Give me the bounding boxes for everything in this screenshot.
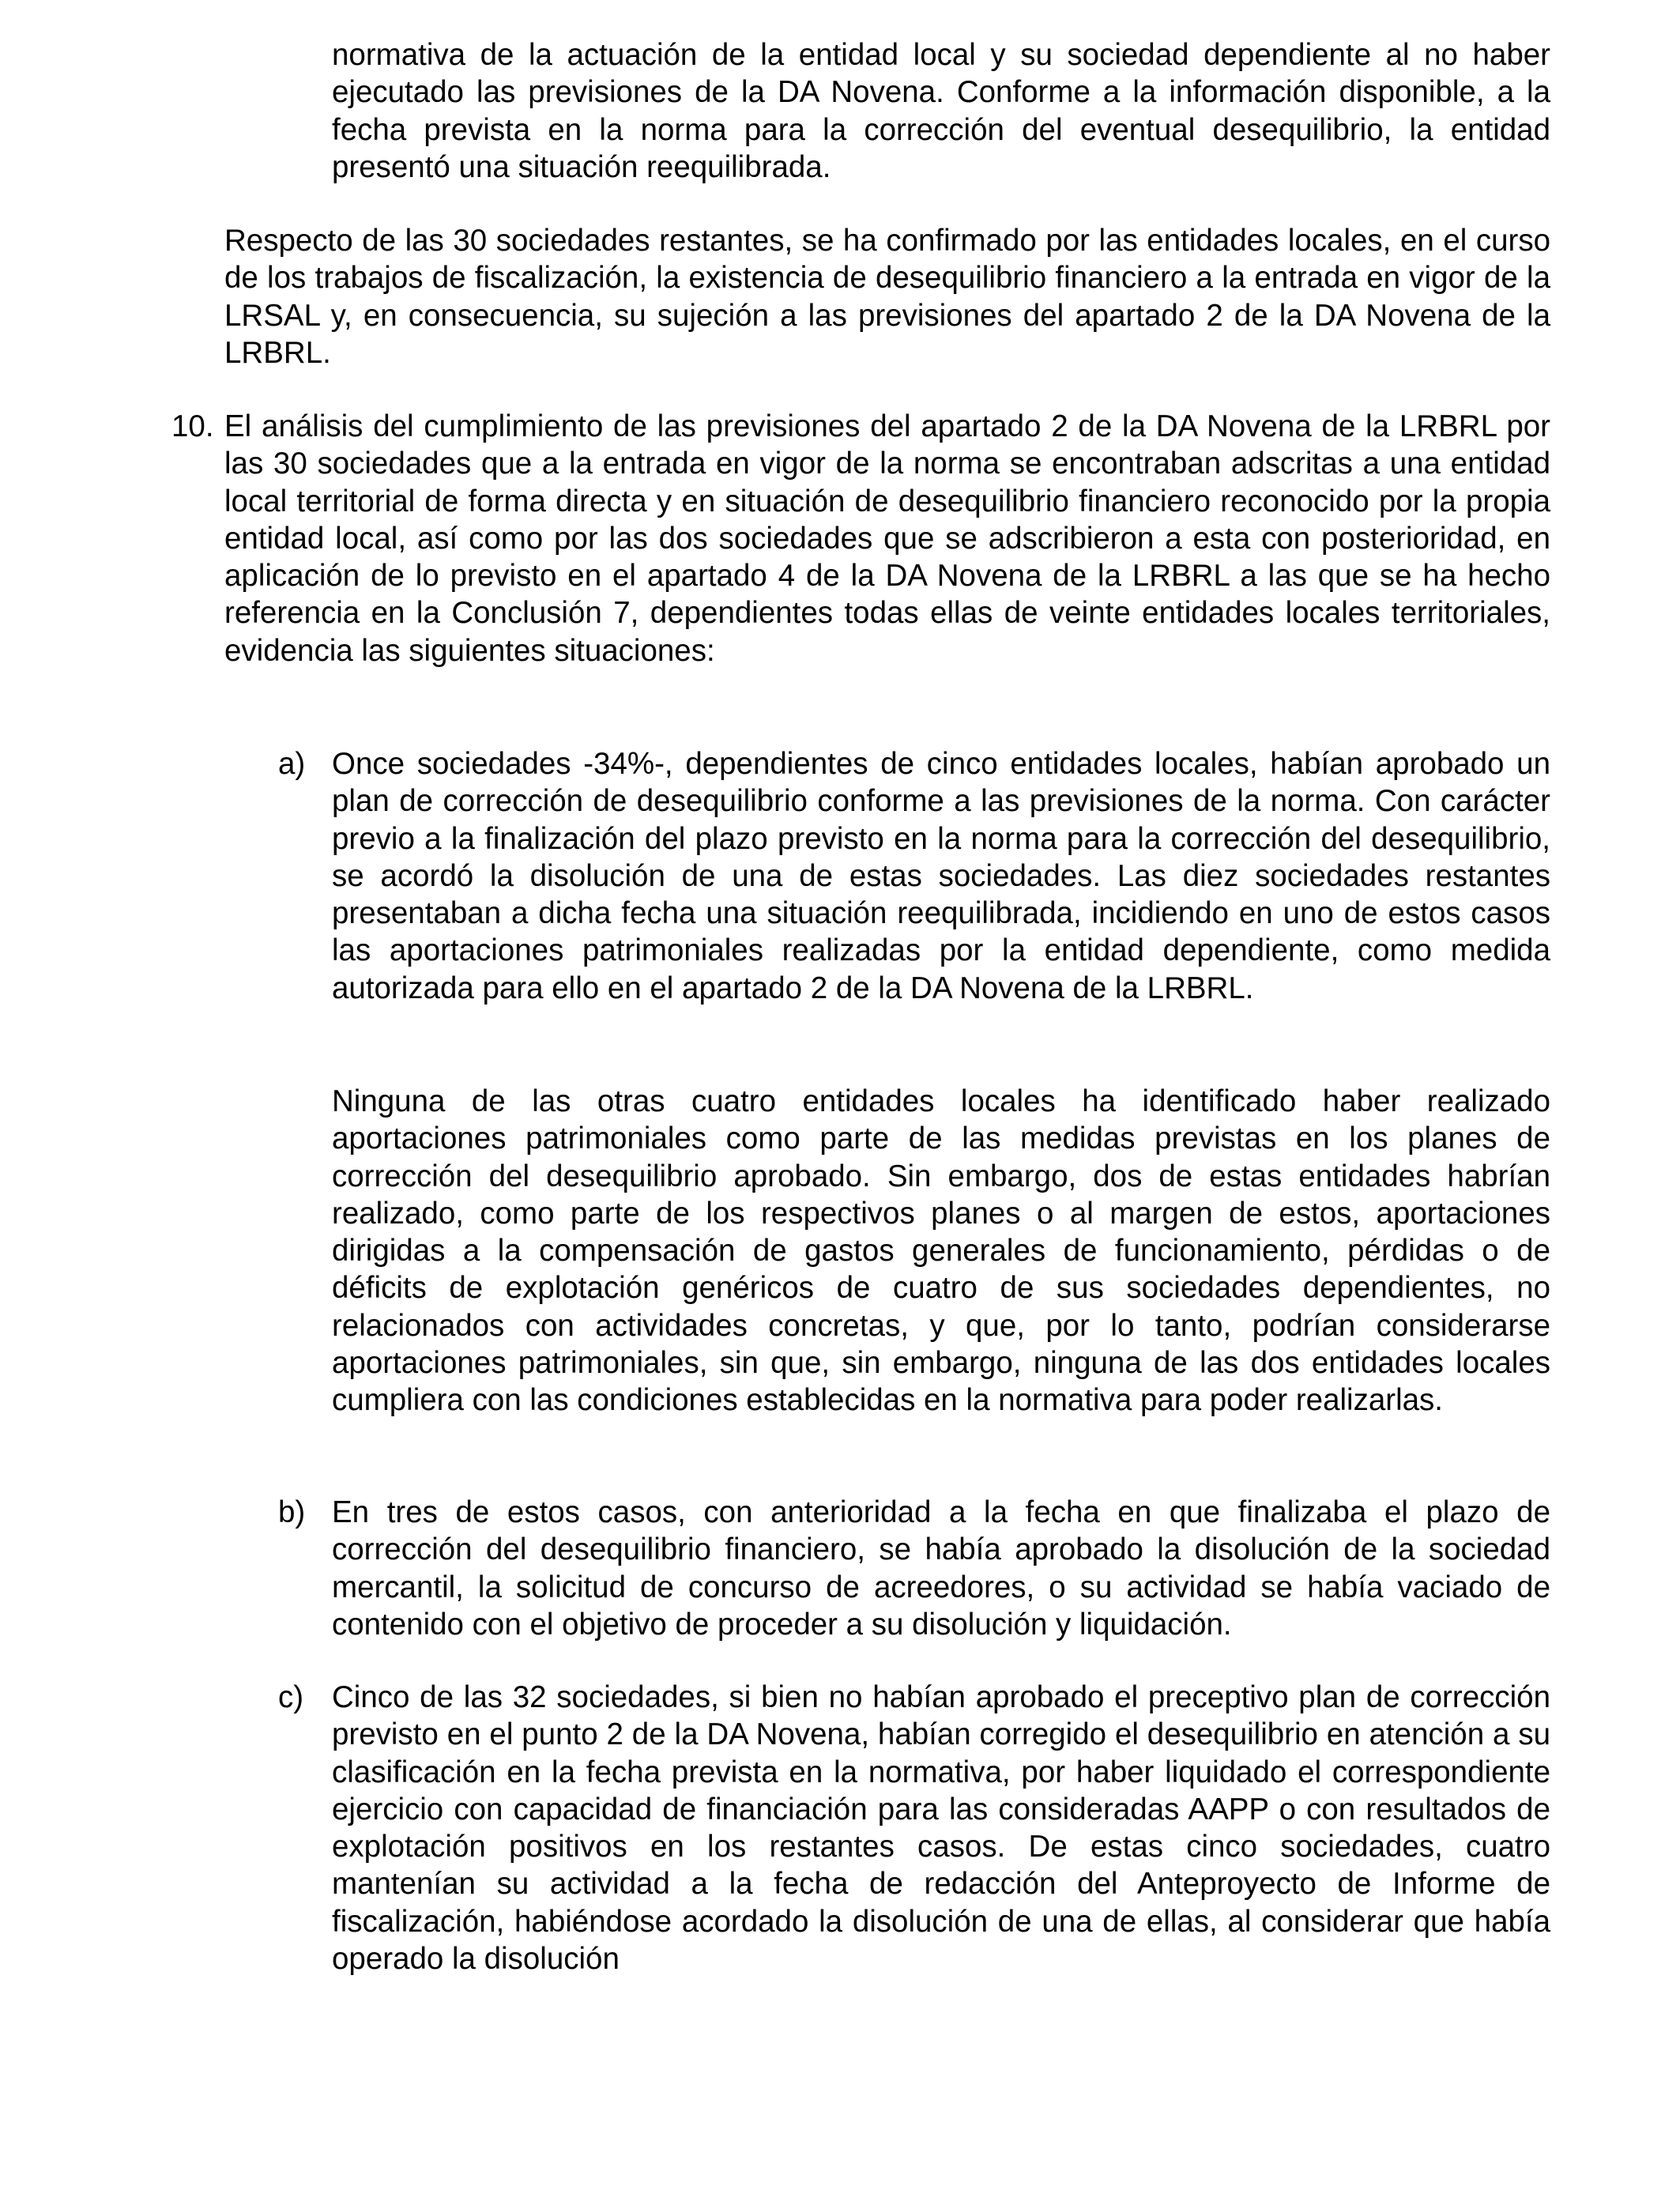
item-10-text: El análisis del cumplimiento de las previsiones del apartado 2 de la DA Novena de la LRBRL por las 30 sociedades que a la entrada en vigor de la norma se encontraban adscritas a una entidad local territorial de forma directa y en situación de desequilibrio financiero reconocido por la propia entidad local, así como por las dos sociedades que se adscribieron a esta con posterioridad, en aplicación de lo previsto en el apartado 4 de la DA Novena de la LRBRL a las que se ha hecho referencia en la Conclusión 7, dependientes todas ellas de veinte entidades locales territoriales, evidencia las siguientes situaciones: [224,409,1550,668]
intro-continuation-text: normativa de la actuación de la entidad local y su sociedad dependiente al no haber ejecutado las previsiones de la DA Novena. Conforme a la información disponible, a la fecha prevista en la norma para la corrección del eventual desequilibrio, la entidad presentó una situación reequilibrada. [332,38,1550,184]
item-c-paragraph [332,1679,1550,1977]
item-c-marker: c) [278,1680,304,1714]
item-10-paragraph [224,408,1550,669]
item-a-marker: a) [278,747,306,781]
item-b-marker: b) [278,1495,306,1529]
item-b-text: En tres de estos casos, con anterioridad a la fecha en que finalizaba el plazo de corrección del desequilibrio financiero, se había aprobado la disolución de la sociedad mercantil, la solicitud de concurso de acreedores, o su actividad se había vaciado de contenido con el objetivo de proceder a su disolución y liquidación. [332,1495,1550,1642]
item-c-text: Cinco de las 32 sociedades, si bien no habían aprobado el preceptivo plan de corrección previsto en el punto 2 de la DA Novena, habían corregido el desequilibrio en atención a su clasificación en la fecha prevista en la normativa, por haber liquidado el correspondiente ejercicio con capacidad de financiación para las consideradas AAPP o con resultados de explotación positivos en los restantes casos. De estas cinco sociedades, cuatro mantenían su actividad a la fecha de redacción del Anteproyecto de Informe de fiscalización, habiéndose acordado la disolución de una de ellas, al considerar que había operado la disolución [332,1680,1550,1977]
item-a-text-2: Ninguna de las otras cuatro entidades locales ha identificado haber realizado aportaciones patrimoniales como parte de las medidas previstas en los planes de corrección del desequilibrio aprobado. Sin embargo, dos de estas entidades habrían realizado, como parte de los respectivos planes o al margen de estos, aportaciones dirigidas a la compensación de gastos generales de funcionamiento, pérdidas o de déficits de explotación genéricos de cuatro de sus sociedades dependientes, no relacionados con actividades concretas, y que, por lo tanto, podrían considerarse aportaciones patrimoniales, sin que, sin embargo, ninguna de las dos entidades locales cumpliera con las condiciones establecidas en la normativa para poder realizarlas. [332,1084,1550,1418]
remaining-companies-paragraph [224,222,1550,371]
remaining-companies-text: Respecto de las 30 sociedades restantes, se ha confirmado por las entidades locales, en el curso de los trabajos de fiscalización, la existencia de desequilibrio financiero a la entrada en vigor de la LRSAL y, en consecuencia, su sujeción a las previsiones del apartado 2 de la DA Novena de la LRBRL. [224,224,1550,370]
item-10-number: 10. [171,409,214,443]
item-a-paragraph-1 [332,745,1550,1007]
item-b-paragraph [332,1494,1550,1643]
item-a-text-1: Once sociedades -34%-, dependientes de cinco entidades locales, habían aprobado un plan de corrección de desequilibrio conforme a las previsiones de la norma. Con carácter previo a la finalización del plazo previsto en la norma para la corrección del desequilibrio, se acordó la disolución de una de estas sociedades. Las diez sociedades restantes presentaban a dicha fecha una situación reequilibrada, incidiendo en uno de estos casos las aportaciones patrimoniales realizadas por la entidad dependiente, como medida autorizada para ello en el apartado 2 de la DA Novena de la LRBRL. [332,747,1550,1005]
item-a-paragraph-2 [332,1083,1550,1419]
intro-continuation-paragraph [332,36,1550,186]
